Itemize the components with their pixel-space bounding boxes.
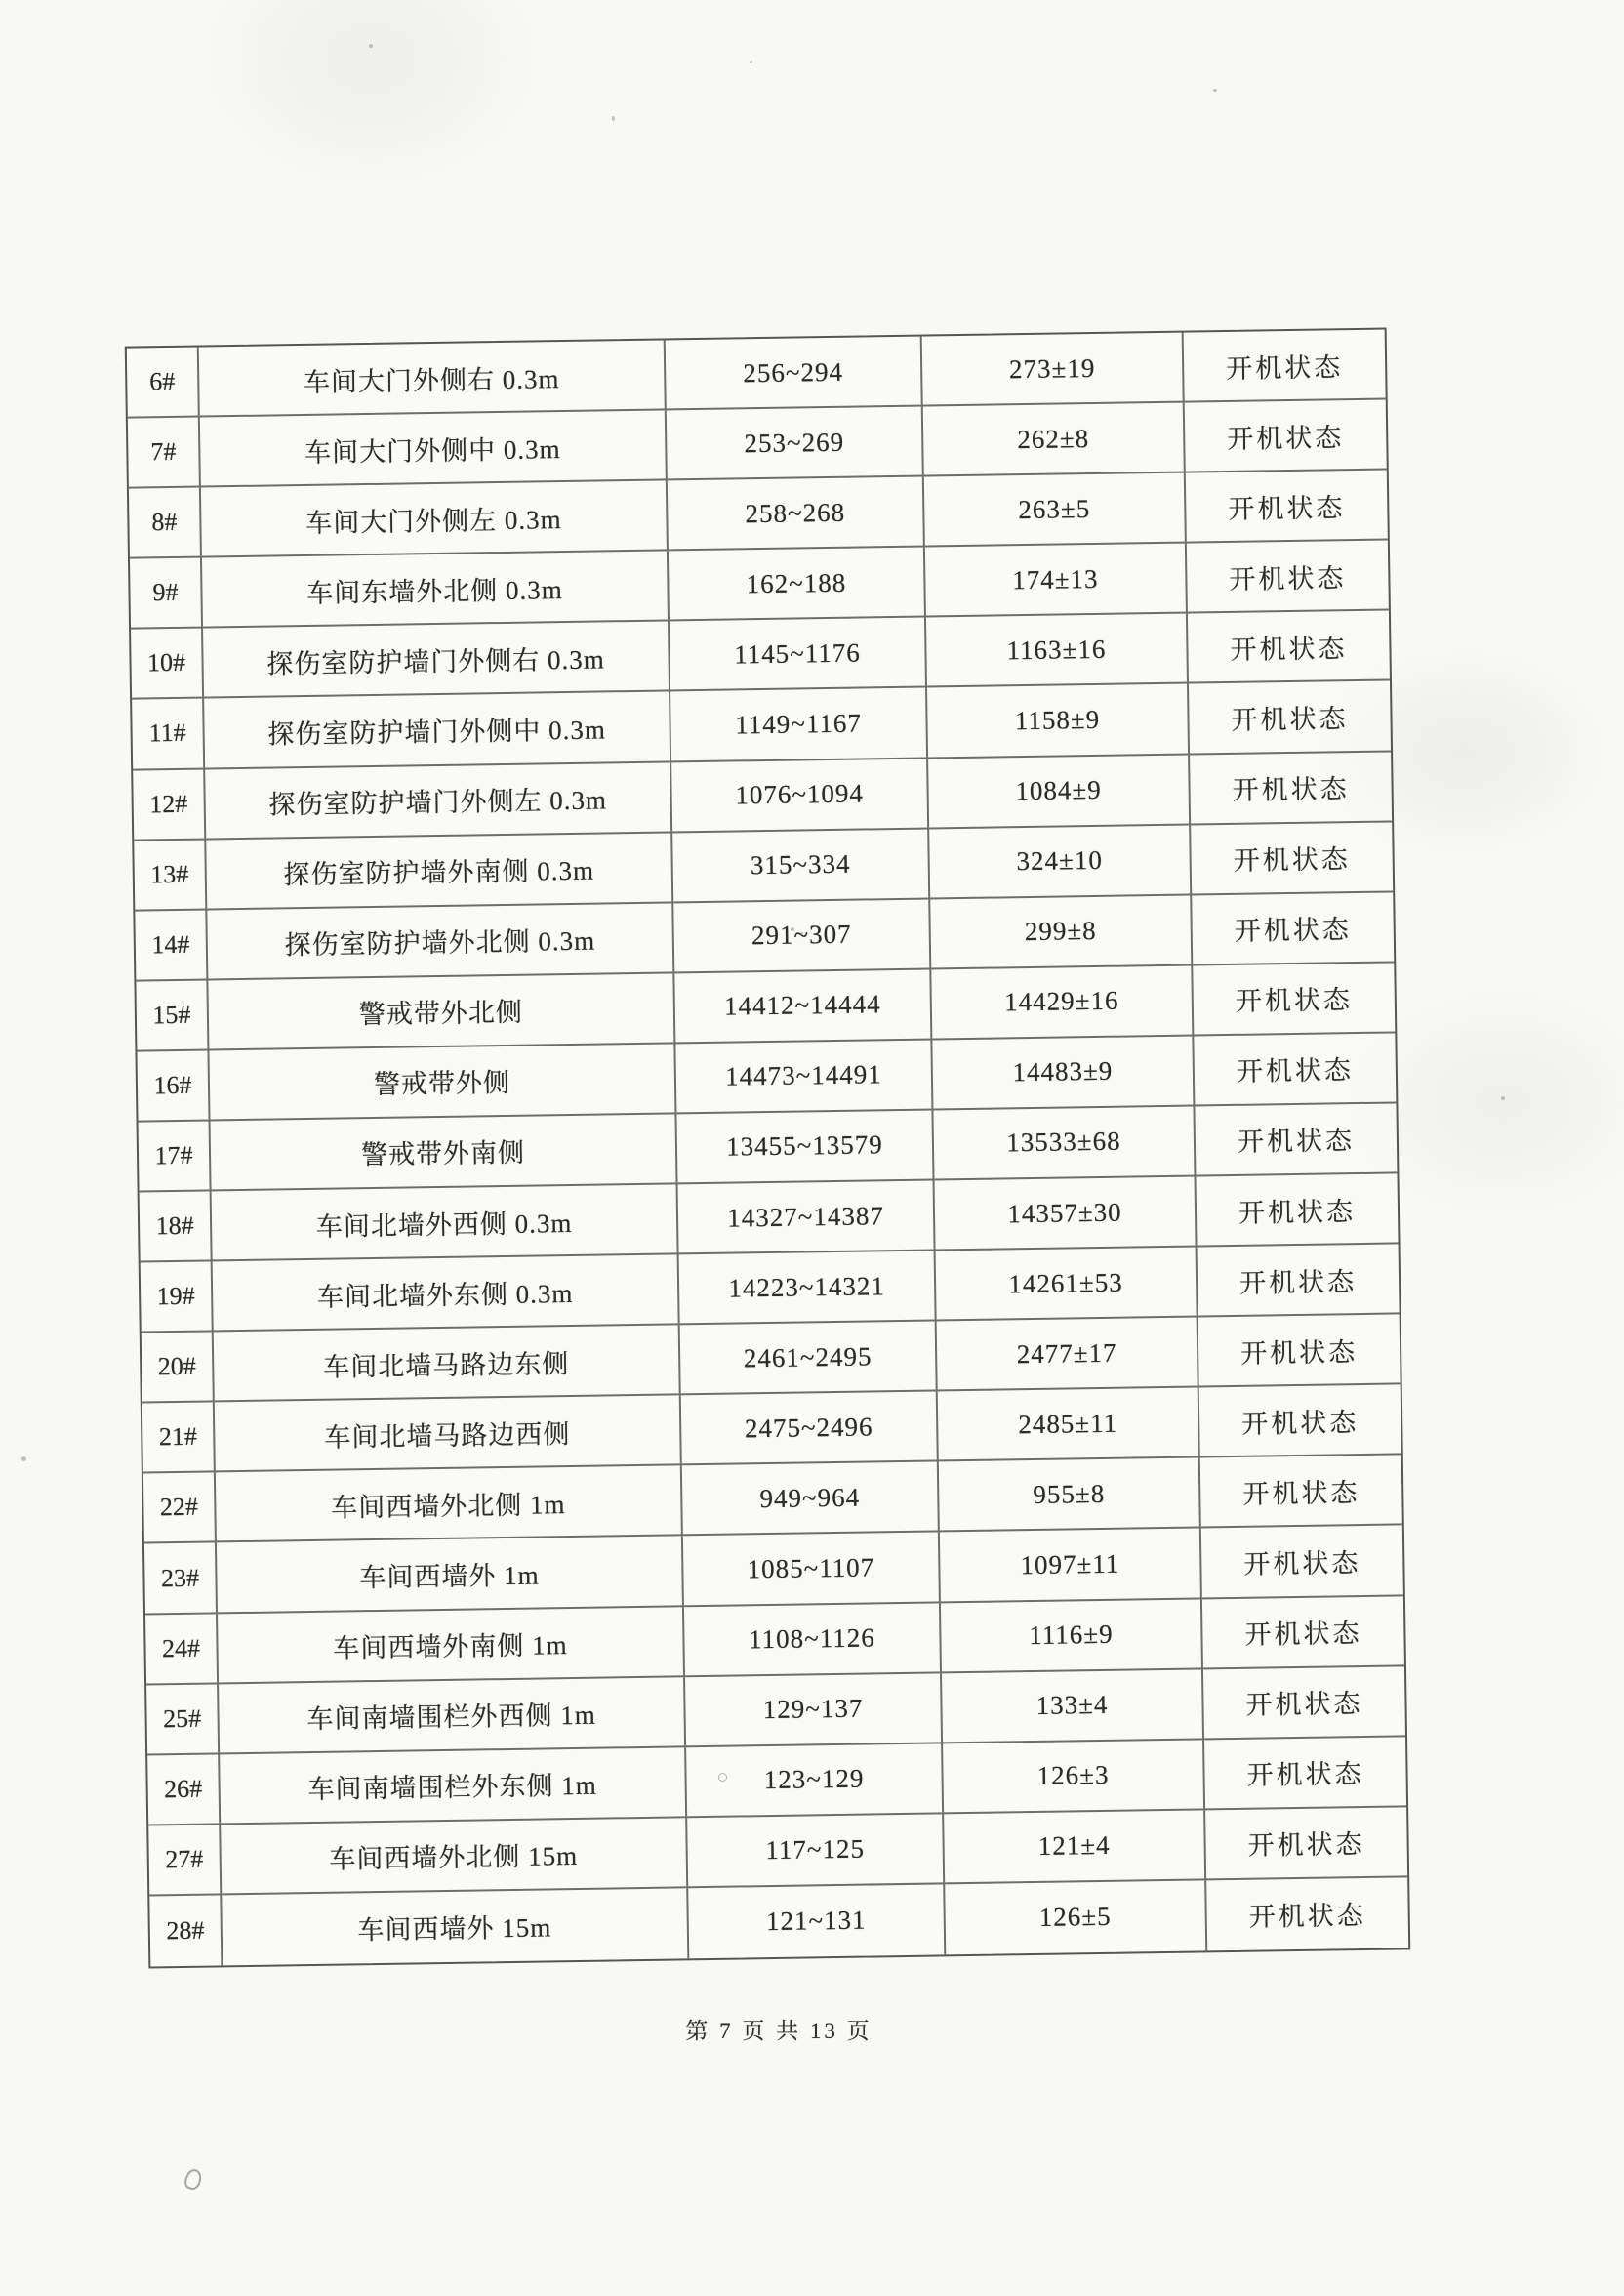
device-status-cell: 开机状态	[1238, 1196, 1357, 1228]
point-location-cell: 车间北墙马路边西侧	[215, 1396, 682, 1471]
dose-mean-cell: 262±8	[923, 403, 1186, 475]
dose-mean-cell: 14261±53	[936, 1248, 1198, 1320]
dose-range-cell: 1108~1126	[684, 1603, 942, 1675]
point-location-cell: 车间大门外侧中 0.3m	[200, 411, 668, 486]
dose-mean-cell: 1163±16	[926, 614, 1189, 686]
device-status-cell: 开机状态	[1241, 1407, 1360, 1439]
dose-mean-cell: 14357±30	[935, 1177, 1198, 1250]
device-status-cell: 开机状态	[1229, 562, 1347, 594]
point-location-cell: 探伤室防护墙门外侧右 0.3m	[203, 622, 670, 697]
point-id-cell: 21#	[142, 1403, 216, 1472]
dose-mean-cell: 955±8	[939, 1458, 1201, 1531]
dose-range-cell: 117~125	[687, 1814, 945, 1886]
point-location-cell: 车间西墙外 15m	[222, 1888, 689, 1965]
point-id-cell: 22#	[143, 1473, 217, 1542]
point-location-cell: 车间西墙外北侧 15m	[221, 1818, 688, 1893]
scan-speck	[718, 1773, 727, 1782]
dose-mean-cell: 14483±9	[932, 1036, 1195, 1108]
point-id-cell: 28#	[149, 1895, 223, 1966]
point-location-cell: 车间西墙外北侧 1m	[216, 1466, 683, 1541]
point-location-cell: 探伤室防护墙外南侧 0.3m	[206, 833, 673, 908]
device-status-cell: 开机状态	[1244, 1619, 1362, 1650]
point-id-cell: 26#	[147, 1754, 221, 1824]
device-status-cell: 开机状态	[1232, 774, 1350, 805]
point-id-cell: 15#	[136, 980, 209, 1049]
device-status-cell: 开机状态	[1237, 1126, 1356, 1158]
dose-mean-cell: 1158±9	[927, 684, 1190, 757]
point-id-cell: 25#	[146, 1684, 220, 1753]
device-status-cell: 开机状态	[1225, 351, 1344, 384]
point-id-cell: 8#	[129, 488, 202, 557]
dose-range-cell: 162~188	[669, 548, 926, 620]
dose-range-cell: 1085~1107	[683, 1533, 941, 1605]
dose-range-cell: 14473~14491	[675, 1040, 933, 1112]
point-location-cell: 车间东墙外北侧 0.3m	[202, 552, 670, 627]
point-id-cell: 24#	[145, 1614, 219, 1683]
page-number: 第 7 页 共 13 页	[685, 2019, 873, 2043]
point-id-cell: 16#	[137, 1050, 210, 1120]
device-status-cell: 开机状态	[1245, 1689, 1363, 1720]
dose-range-cell: 949~964	[682, 1462, 940, 1535]
dose-mean-cell: 273±19	[922, 333, 1185, 405]
dose-mean-cell: 126±3	[943, 1740, 1205, 1812]
point-location-cell: 探伤室防护墙外北侧 0.3m	[207, 903, 674, 978]
point-location-cell: 警戒带外侧	[209, 1044, 676, 1119]
point-location-cell: 车间大门外侧左 0.3m	[201, 481, 669, 556]
point-location-cell: 车间北墙马路边东侧	[214, 1326, 681, 1401]
scan-speck	[1501, 1096, 1505, 1100]
dose-mean-cell: 126±5	[945, 1880, 1207, 1954]
dose-mean-cell: 121±4	[944, 1810, 1206, 1882]
scan-speck	[612, 116, 615, 121]
point-id-cell: 18#	[140, 1191, 213, 1260]
scan-speck	[1213, 89, 1217, 92]
dose-range-cell: 1145~1176	[670, 618, 927, 690]
point-location-cell: 车间大门外侧右 0.3m	[199, 340, 667, 415]
point-location-cell: 探伤室防护墙门外侧左 0.3m	[205, 762, 672, 838]
dose-mean-cell: 1097±11	[940, 1529, 1202, 1601]
point-location-cell: 车间西墙外 1m	[217, 1537, 684, 1612]
scan-speck	[750, 61, 752, 63]
dose-range-cell: 14327~14387	[678, 1180, 936, 1252]
dose-mean-cell: 14429±16	[931, 965, 1194, 1038]
point-id-cell: 7#	[128, 418, 201, 487]
scan-speck	[791, 927, 794, 931]
point-location-cell: 车间南墙围栏外西侧 1m	[219, 1677, 686, 1752]
dose-mean-cell: 1084±9	[928, 755, 1191, 827]
device-status-cell: 开机状态	[1236, 1055, 1355, 1087]
dose-range-cell: 2461~2495	[680, 1322, 938, 1394]
scan-speck	[21, 1456, 26, 1461]
dose-range-cell: 1076~1094	[671, 758, 929, 831]
measurement-table	[125, 328, 1411, 1969]
device-status-cell: 开机状态	[1228, 492, 1346, 524]
dose-range-cell: 1149~1167	[670, 688, 928, 760]
scan-speck	[800, 932, 803, 935]
device-status-cell: 开机状态	[1246, 1759, 1364, 1791]
point-location-cell: 车间南墙围栏外东侧 1m	[220, 1747, 687, 1823]
device-status-cell: 开机状态	[1248, 1901, 1366, 1933]
device-status-cell: 开机状态	[1231, 704, 1349, 735]
point-id-cell: 13#	[134, 840, 207, 909]
dose-range-cell: 121~131	[688, 1884, 946, 1958]
point-id-cell: 9#	[130, 558, 203, 628]
point-location-cell: 探伤室防护墙门外侧中 0.3m	[204, 692, 671, 767]
point-location-cell: 警戒带外南侧	[211, 1114, 678, 1189]
point-id-cell: 20#	[142, 1332, 215, 1402]
device-status-cell: 开机状态	[1234, 915, 1352, 947]
point-id-cell: 19#	[141, 1262, 214, 1332]
dose-mean-cell: 13533±68	[933, 1106, 1196, 1178]
dose-mean-cell: 133±4	[942, 1669, 1204, 1742]
point-location-cell: 警戒带外北侧	[208, 973, 675, 1048]
point-id-cell: 11#	[132, 699, 205, 768]
point-id-cell: 6#	[127, 348, 200, 417]
scan-pen-mark	[183, 2167, 204, 2192]
device-status-cell: 开机状态	[1233, 844, 1351, 877]
point-location-cell: 车间北墙外东侧 0.3m	[213, 1254, 680, 1330]
dose-range-cell: 13455~13579	[676, 1110, 934, 1182]
point-id-cell: 27#	[148, 1824, 222, 1894]
device-status-cell: 开机状态	[1243, 1548, 1361, 1579]
dose-mean-cell: 263±5	[924, 473, 1187, 546]
device-status-cell: 开机状态	[1230, 634, 1348, 665]
dose-mean-cell: 1116±9	[941, 1599, 1203, 1671]
point-location-cell: 车间西墙外南侧 1m	[218, 1607, 685, 1682]
device-status-cell: 开机状态	[1238, 1266, 1358, 1298]
dose-range-cell: 291~307	[673, 899, 931, 971]
point-id-cell: 17#	[139, 1121, 212, 1190]
dose-mean-cell: 324±10	[929, 825, 1192, 897]
dose-range-cell: 14412~14444	[674, 969, 932, 1042]
dose-range-cell: 315~334	[672, 829, 930, 901]
dose-range-cell: 2475~2496	[681, 1392, 939, 1464]
point-location-cell: 车间北墙外西侧 0.3m	[212, 1184, 679, 1259]
point-id-cell: 23#	[144, 1543, 218, 1613]
dose-mean-cell: 174±13	[925, 544, 1188, 616]
dose-mean-cell: 2477±17	[937, 1318, 1199, 1390]
dose-range-cell: 129~137	[685, 1673, 943, 1745]
dose-range-cell: 123~129	[686, 1743, 944, 1816]
point-id-cell: 12#	[133, 769, 206, 839]
device-status-cell: 开机状态	[1247, 1829, 1365, 1862]
point-id-cell: 10#	[131, 629, 204, 698]
dose-mean-cell: 299±8	[930, 895, 1193, 967]
dose-range-cell: 256~294	[666, 337, 923, 409]
scan-speck	[369, 44, 373, 48]
device-status-cell: 开机状态	[1235, 985, 1354, 1017]
device-status-cell: 开机状态	[1242, 1477, 1360, 1509]
device-status-cell: 开机状态	[1227, 422, 1345, 454]
dose-mean-cell: 2485±11	[938, 1388, 1200, 1460]
dose-range-cell: 253~269	[667, 407, 924, 479]
dose-range-cell: 258~268	[668, 477, 925, 550]
dose-range-cell: 14223~14321	[679, 1251, 937, 1324]
device-status-cell: 开机状态	[1239, 1336, 1359, 1369]
point-id-cell: 14#	[135, 910, 208, 979]
